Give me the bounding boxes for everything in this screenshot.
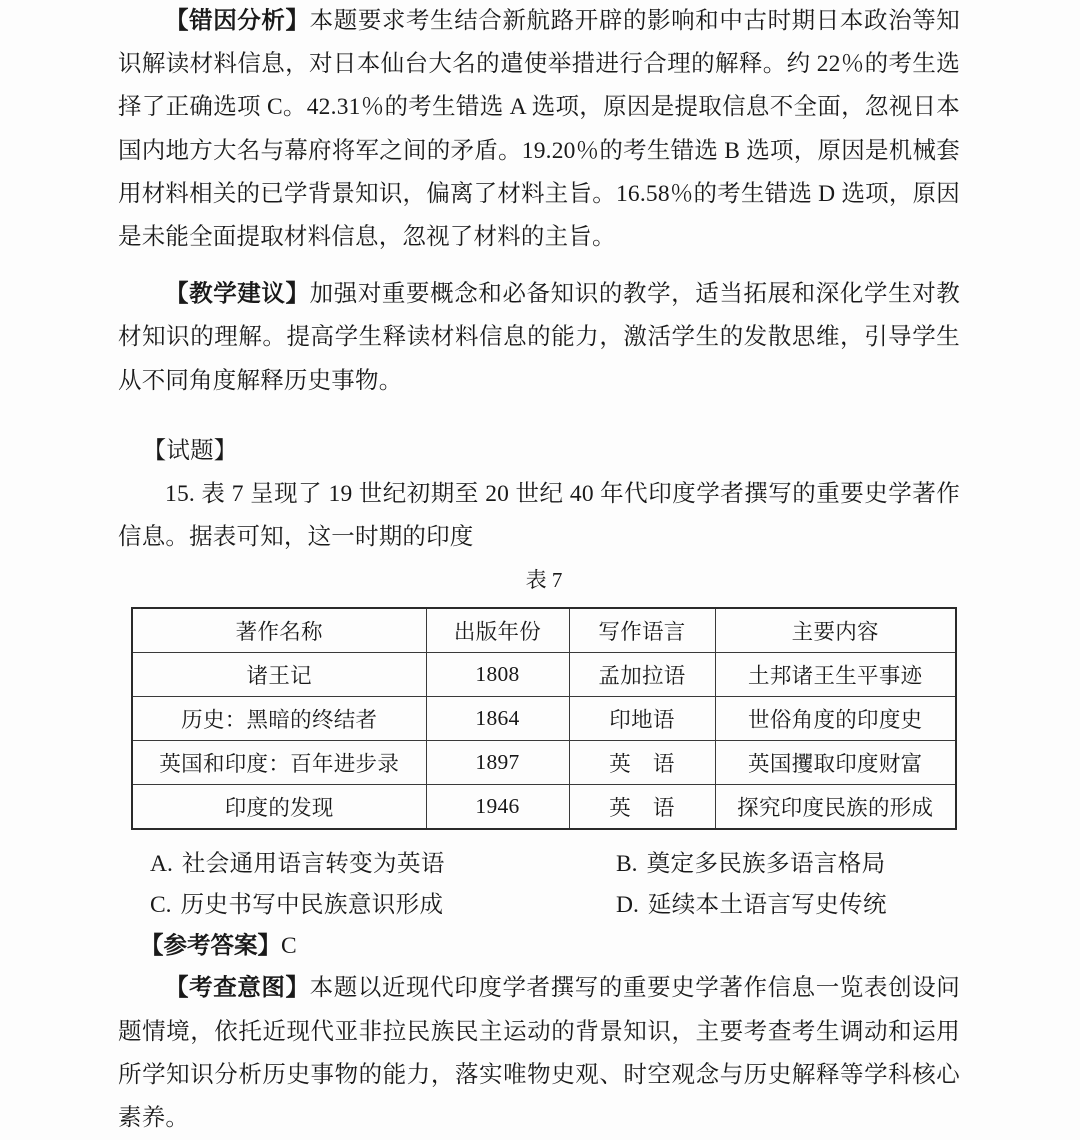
- cell-year: 1897: [426, 741, 569, 785]
- table-header-row: [132, 608, 956, 653]
- cell-content: 英国攫取印度财富: [715, 741, 956, 785]
- spacer: [118, 403, 960, 430]
- table-row: [132, 785, 956, 830]
- cell-title: 历史：黑暗的终结者: [132, 697, 426, 741]
- option-d-letter: D.: [616, 892, 639, 919]
- option-row-cd: [150, 885, 960, 926]
- column-header-title: 著作名称: [132, 608, 426, 653]
- option-c-letter: C.: [150, 892, 172, 919]
- cell-language: 印地语: [569, 697, 715, 741]
- cell-language: 孟加拉语: [569, 653, 715, 697]
- option-a-text: 社会通用语言转变为英语: [181, 851, 445, 878]
- option-b-letter: B.: [616, 851, 638, 878]
- option-c[interactable]: [150, 885, 616, 926]
- cell-content: 探究印度民族的形成: [715, 785, 956, 830]
- paragraph-assessment-intent: [118, 967, 960, 1140]
- table-row: [132, 653, 956, 697]
- paragraph-body-teaching-advice: 加强对重要概念和必备知识的教学，适当拓展和深化学生对教材知识的理解。提高学生释读材料信息的能力，激活学生的发散思维，引导学生从不同角度解释历史事物。: [118, 281, 960, 394]
- question-stem: 15. 表 7 呈现了 19 世纪初期至 20 世纪 40 年代印度学者撰写的重要史学著作信息。据表可知，这一时期的印度: [118, 481, 960, 551]
- reference-answer-value: C: [281, 933, 297, 960]
- paragraph-body-error-analysis: 本题要求考生结合新航路开辟的影响和中古时期日本政治等知识解读材料信息，对日本仙台大名的遣使举措进行合理的解释。约 22％的考生选择了正确选项 C。42.31％的考生错选 A 选项，原因是提取信息不全面，忽视日本国内地方大名与幕府将军之间的矛盾。19.20％的考生错选 B 选项，原因是机械套用材料相关的已学背景知识，偏离了材料主旨。16.58％的考生错选 D 选项，原因是未能全面提取材料信息，忽视了材料的主旨。: [118, 8, 960, 251]
- column-header-content: 主要内容: [715, 608, 956, 653]
- historiography-works-table: [131, 607, 957, 830]
- option-row-ab: [150, 844, 960, 885]
- option-d[interactable]: [616, 885, 887, 926]
- cell-year: 1864: [426, 697, 569, 741]
- question-section-heading: 【试题】: [142, 437, 238, 464]
- table-row: [132, 697, 956, 741]
- table-container: [118, 607, 960, 830]
- cell-title: 诸王记: [132, 653, 426, 697]
- answer-options: [118, 844, 960, 926]
- paragraph-tag-assessment-intent: 【考查意图】: [165, 975, 310, 1002]
- reference-answer: [118, 926, 960, 967]
- column-header-year: 出版年份: [426, 608, 569, 653]
- cell-content: 世俗角度的印度史: [715, 697, 956, 741]
- paragraph-teaching-advice: [118, 273, 960, 403]
- column-header-language: 写作语言: [569, 608, 715, 653]
- option-a[interactable]: [150, 844, 616, 885]
- option-c-text: 历史书写中民族意识形成: [180, 892, 444, 919]
- cell-title: 印度的发现: [132, 785, 426, 830]
- document-page: [118, 0, 960, 1140]
- paragraph-error-analysis: [118, 0, 960, 259]
- option-d-text: 延续本土语言写史传统: [647, 892, 887, 919]
- paragraph-body-assessment-intent: 本题以近现代印度学者撰写的重要史学著作信息一览表创设问题情境，依托近现代亚非拉民族民主运动的背景知识，主要考查考生调动和运用所学知识分析历史事物的能力，落实唯物史观、时空观念与历史解释等学科核心素养。: [118, 975, 960, 1132]
- cell-year: 1946: [426, 785, 569, 830]
- option-b-text: 奠定多民族多语言格局: [646, 851, 886, 878]
- reference-answer-label: 【参考答案】: [140, 933, 281, 960]
- spacer: [118, 259, 960, 273]
- table-row: [132, 741, 956, 785]
- cell-language: 英 语: [569, 785, 715, 830]
- table-caption: 表 7: [525, 568, 563, 593]
- option-b[interactable]: [616, 844, 886, 885]
- cell-content: 土邦诸王生平事迹: [715, 653, 956, 697]
- cell-language: 英 语: [569, 741, 715, 785]
- paragraph-tag-error-analysis: 【错因分析】: [165, 8, 310, 34]
- option-a-letter: A.: [150, 851, 173, 878]
- cell-year: 1808: [426, 653, 569, 697]
- paragraph-tag-teaching-advice: 【教学建议】: [165, 281, 310, 308]
- cell-title: 英国和印度：百年进步录: [132, 741, 426, 785]
